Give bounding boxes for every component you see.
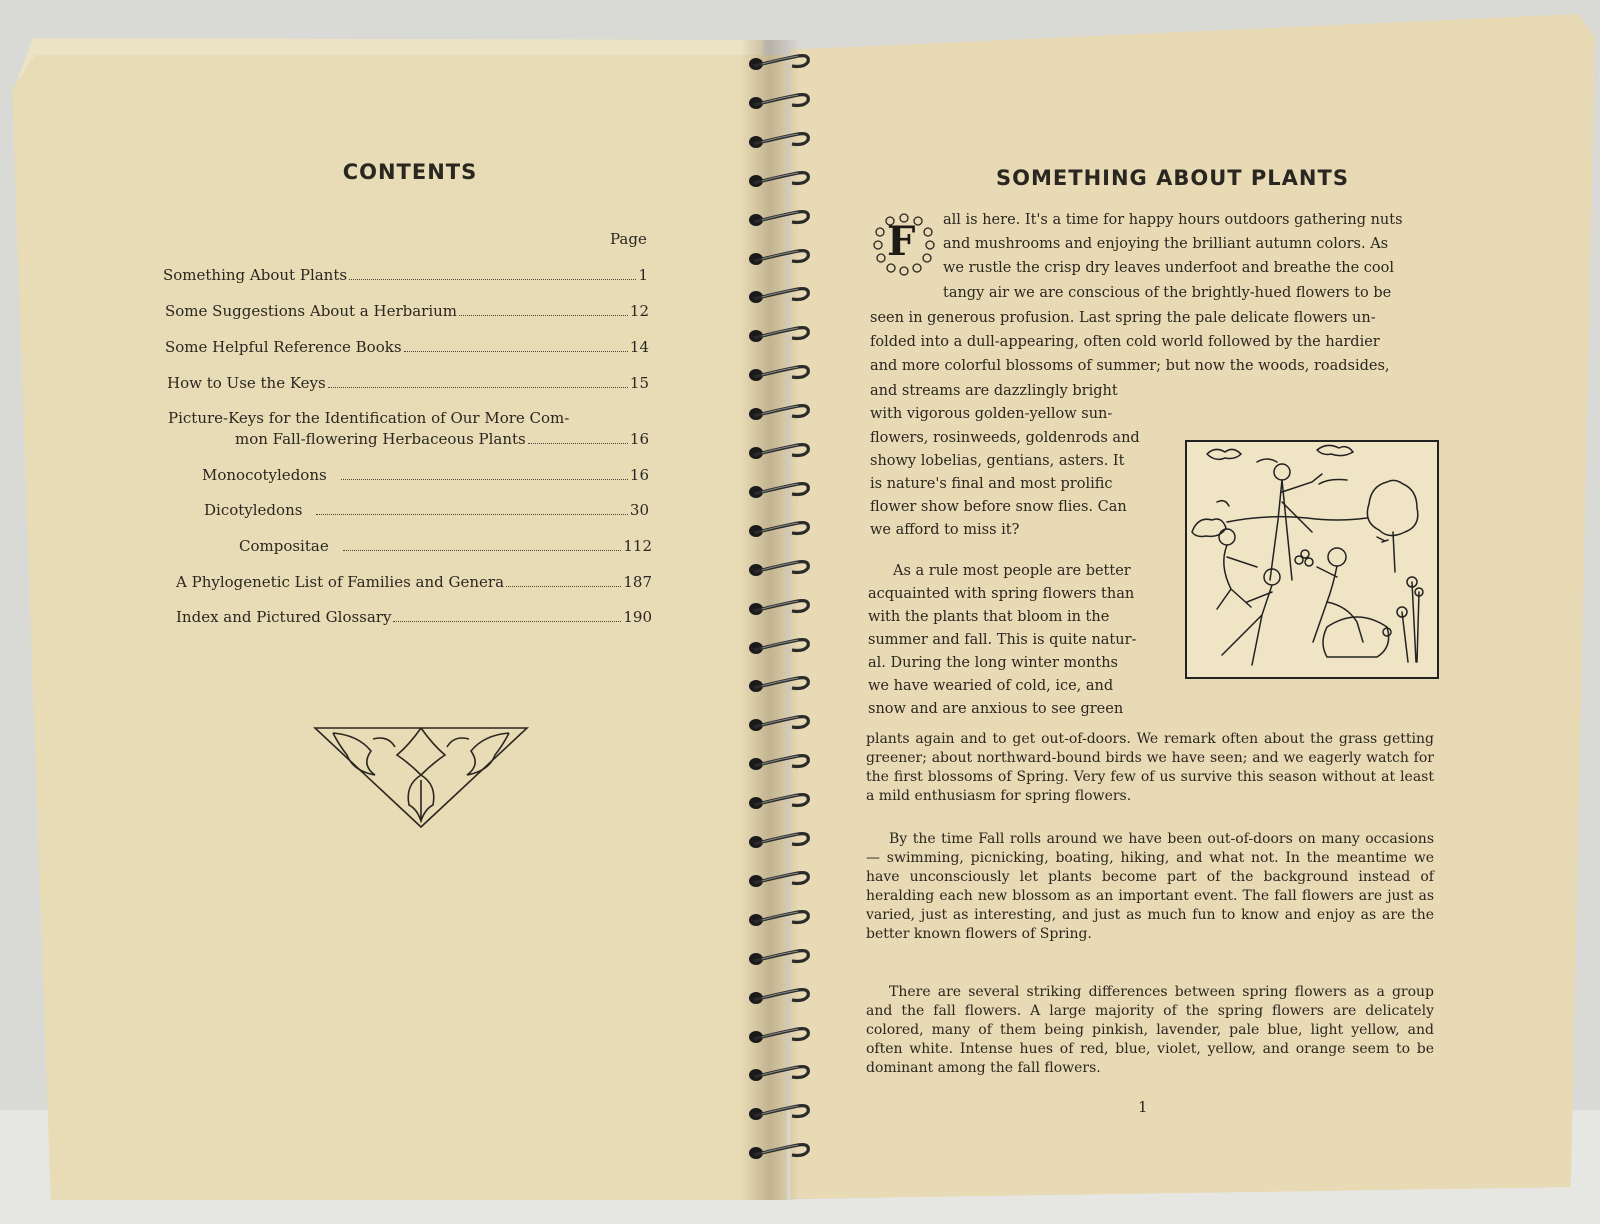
body-line: and streams are dazzlingly bright xyxy=(870,383,1118,399)
spiral-coil-icon xyxy=(748,867,816,889)
spiral-coil-icon xyxy=(748,322,816,344)
spiral-coil-icon xyxy=(748,167,816,189)
spiral-coil-icon xyxy=(748,672,816,694)
spiral-coil-icon xyxy=(748,1139,816,1161)
body-line: with vigorous golden-yellow sun- xyxy=(870,406,1113,422)
toc-page: 190 xyxy=(623,608,652,626)
body-line: As a rule most people are better xyxy=(893,563,1131,579)
spiral-coil-icon xyxy=(748,517,816,539)
body-line: tangy air we are conscious of the brightly-hued flowers to be xyxy=(943,285,1392,301)
toc-entry xyxy=(202,466,649,484)
spiral-coil-icon xyxy=(748,1100,816,1122)
spiral-coil-icon xyxy=(748,128,816,150)
body-paragraph: There are several striking differences between spring flowers as a group and the fall flowers. A large majority of the spring flowers are delicately colored, many of them being pinkish, lavender, pale blue, light yellow, and often white. Intense hues of red, blue, violet, yellow, and orange seem to be dominant among the fall flowers. xyxy=(866,984,1434,1076)
spiral-coil-icon xyxy=(748,89,816,111)
spiral-coil-icon xyxy=(748,1061,816,1083)
spiral-coil-icon xyxy=(748,478,816,500)
spiral-coil-icon xyxy=(748,361,816,383)
contents-title: CONTENTS xyxy=(342,160,478,184)
toc-label: Dicotyledons xyxy=(204,501,303,519)
body-paragraph: By the time Fall rolls around we have been out-of-doors on many occasions — swimming, picnicking, boating, hiking, and what not. In the meantime we have unconsciously let plants become part of the background instead of heralding each new blossom as an important event. The fall flowers are just as varied, just as interesting, and just as much fun to know and enjoy as are the better known flowers of Spring. xyxy=(866,831,1434,942)
toc-entry xyxy=(176,573,652,591)
spiral-coil-icon xyxy=(748,711,816,733)
toc-label: A Phylogenetic List of Families and Genera xyxy=(176,573,505,591)
body-line: with the plants that bloom in the xyxy=(868,609,1110,625)
body-line: is nature's final and most prolific xyxy=(870,476,1113,492)
body-line: and more colorful blossoms of summer; but now the woods, roadsides, xyxy=(870,358,1390,374)
body-line: acquainted with spring flowers than xyxy=(868,586,1135,602)
page-title: SOMETHING ABOUT PLANTS xyxy=(996,166,1349,190)
body-line: and mushrooms and enjoying the brilliant autumn colors. As xyxy=(943,236,1389,252)
body-line: al. During the long winter months xyxy=(868,655,1118,671)
body-line: summer and fall. This is quite natur- xyxy=(868,632,1137,648)
toc-label: How to Use the Keys xyxy=(167,374,326,392)
toc-label: Something About Plants xyxy=(163,266,348,284)
toc-entry xyxy=(167,374,649,392)
toc-label: Some Suggestions About a Herbarium xyxy=(165,302,458,320)
spiral-coil-icon xyxy=(748,906,816,928)
spiral-coil-icon xyxy=(748,206,816,228)
body-line: we have wearied of cold, ice, and xyxy=(868,678,1114,694)
contents-page-header: Page xyxy=(610,230,647,248)
spiral-coil-icon xyxy=(748,945,816,967)
spiral-coil-icon xyxy=(748,750,816,772)
body-line: flowers, rosinweeds, goldenrods and xyxy=(870,430,1140,446)
toc-entry xyxy=(163,266,648,284)
toc-label: Index and Pictured Glossary xyxy=(176,608,392,626)
spiral-coil-icon xyxy=(748,283,816,305)
toc-label: Picture-Keys for the Identification of Our More Com- xyxy=(168,409,570,427)
toc-label: mon Fall-flowering Herbaceous Plants xyxy=(235,430,526,448)
body-line: we afford to miss it? xyxy=(870,522,1020,538)
spiral-coil-icon xyxy=(748,1023,816,1045)
toc-page: 14 xyxy=(629,338,649,356)
toc-entry xyxy=(165,302,649,320)
spiral-coil-icon xyxy=(748,439,816,461)
toc-page: 16 xyxy=(629,430,649,448)
toc-label: Compositae xyxy=(239,537,329,555)
body-line: showy lobelias, gentians, asters. It xyxy=(870,453,1125,469)
toc-entry xyxy=(239,537,652,555)
body-line: flower show before snow flies. Can xyxy=(870,499,1127,515)
toc-entry xyxy=(235,430,649,448)
spiral-coil-icon xyxy=(748,556,816,578)
toc-label: Some Helpful Reference Books xyxy=(165,338,402,356)
toc-entry xyxy=(204,501,649,519)
drop-cap-letter: F xyxy=(887,218,916,265)
body-line: seen in generous profusion. Last spring the pale delicate flowers un- xyxy=(870,310,1376,326)
spiral-coil-icon xyxy=(748,400,816,422)
spiral-coil-icon xyxy=(748,984,816,1006)
toc-page: 112 xyxy=(623,537,652,555)
toc-page: 187 xyxy=(623,573,652,591)
body-line: all is here. It's a time for happy hours outdoors gathering nuts xyxy=(943,212,1403,228)
spiral-coil-icon xyxy=(748,50,816,72)
toc-page: 12 xyxy=(629,302,649,320)
body-line: we rustle the crisp dry leaves underfoot and breathe the cool xyxy=(943,260,1395,276)
body-line: snow and are anxious to see green xyxy=(868,701,1124,717)
spiral-coil-icon xyxy=(748,634,816,656)
toc-label: Monocotyledons xyxy=(202,466,327,484)
toc-page: 15 xyxy=(629,374,649,392)
toc-entry xyxy=(165,338,649,356)
page-number: 1 xyxy=(1138,1098,1148,1116)
body-line: folded into a dull-appearing, often cold world followed by the hardier xyxy=(870,334,1380,350)
toc-page: 30 xyxy=(629,501,649,519)
toc-page: 16 xyxy=(629,466,649,484)
spiral-coil-icon xyxy=(748,595,816,617)
left-page xyxy=(12,55,787,1200)
children-picnic-illustration xyxy=(1185,440,1439,679)
body-paragraph: plants again and to get out-of-doors. We remark often about the grass getting greener; about northward-bound birds we have seen; and we eagerly watch for the first blossoms of Spring. Very few of us survive this season without at least a mild enthusiasm for spring flowers. xyxy=(866,731,1434,804)
spiral-coil-icon xyxy=(748,828,816,850)
spiral-coil-icon xyxy=(748,789,816,811)
toc-page: 1 xyxy=(638,266,648,284)
leaf-ornament-icon xyxy=(313,725,529,830)
toc-entry xyxy=(176,608,652,626)
spiral-coil-icon xyxy=(748,245,816,267)
